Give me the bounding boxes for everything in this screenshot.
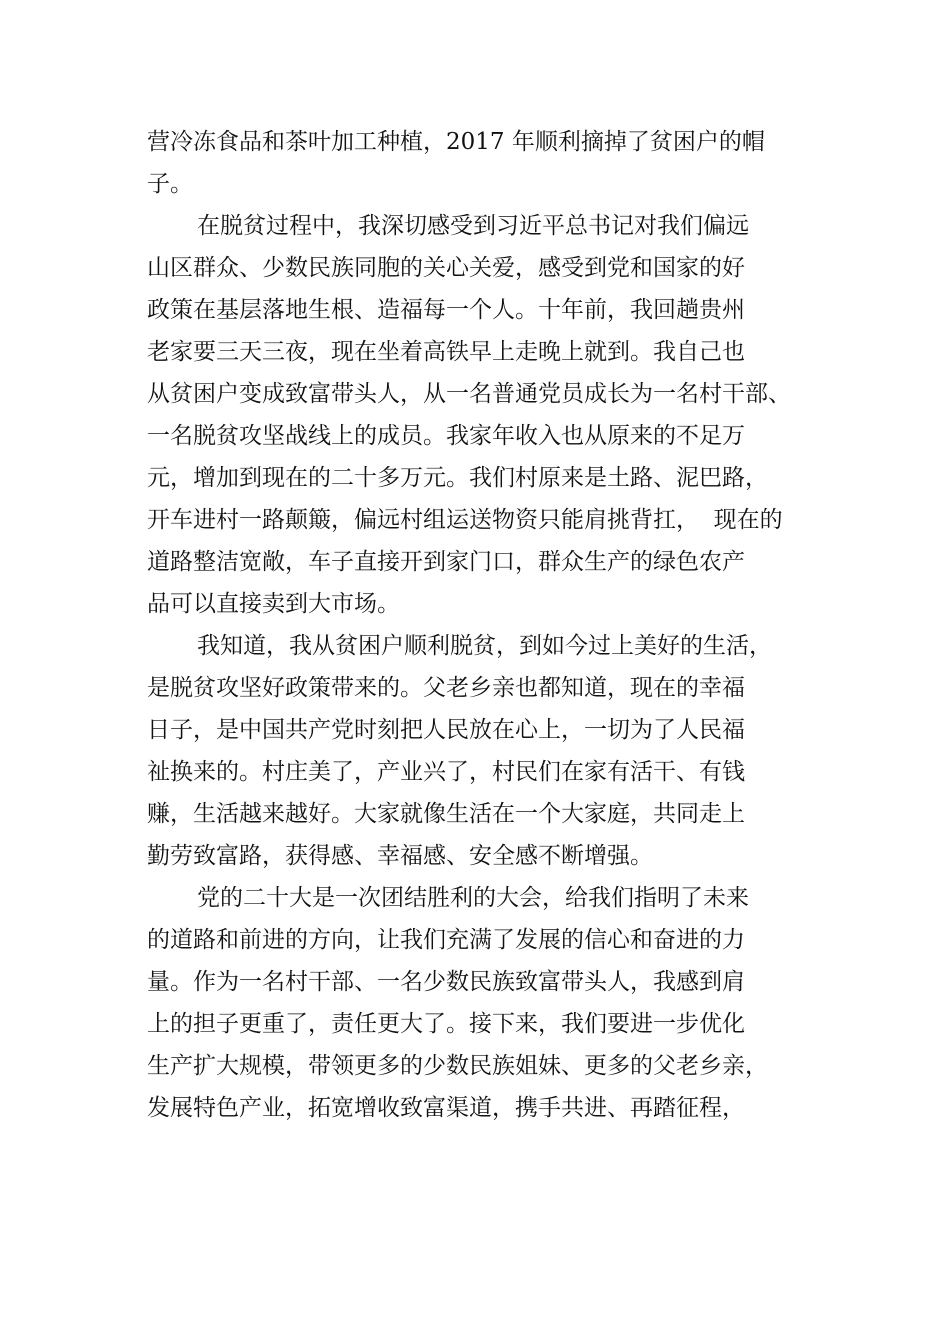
text-line: 开车进村一路颠簸，偏远村组运送物资只能肩挑背扛， 现在的 — [147, 507, 783, 533]
text-line: 上的担子更重了，责任更大了。接下来，我们要进一步优化 — [147, 1011, 745, 1037]
text-line: 子。 — [147, 171, 193, 197]
text-line: 祉换来的。村庄美了，产业兴了，村民们在家有活干、有钱 — [147, 759, 745, 785]
text-line: 量。作为一名村干部、一名少数民族致富带头人，我感到肩 — [147, 969, 745, 995]
text-line: 是脱贫攻坚好政策带来的。父老乡亲也都知道，现在的幸福 — [147, 675, 745, 701]
text-line: 勤劳致富路，获得感、幸福感、安全感不断增强。 — [147, 843, 653, 869]
text-line: 生产扩大规模，带领更多的少数民族姐妹、更多的父老乡亲， — [147, 1053, 768, 1079]
text-line: 道路整洁宽敞，车子直接开到家门口，群众生产的绿色农产 — [147, 549, 745, 575]
text-line: 元，增加到现在的二十多万元。我们村原来是土路、泥巴路， — [147, 465, 768, 491]
paragraph-first-line: 我知道，我从贫困户顺利脱贫，到如今过上美好的生活， — [197, 633, 772, 659]
paragraph-first-line: 党的二十大是一次团结胜利的大会，给我们指明了未来 — [197, 885, 749, 911]
text-line: 老家要三天三夜，现在坐着高铁早上走晚上就到。我自己也 — [147, 339, 745, 365]
text-line: 山区群众、少数民族同胞的关心关爱，感受到党和国家的好 — [147, 255, 745, 281]
text-line: 政策在基层落地生根、造福每一个人。十年前，我回趟贵州 — [147, 297, 745, 323]
text-line: 一名脱贫攻坚战线上的成员。我家年收入也从原来的不足万 — [147, 423, 745, 449]
text-line: 日子，是中国共产党时刻把人民放在心上，一切为了人民福 — [147, 717, 745, 743]
paragraph-first-line: 在脱贫过程中，我深切感受到习近平总书记对我们偏远 — [197, 213, 749, 239]
text-line: 发展特色产业，拓宽增收致富渠道，携手共进、再踏征程， — [147, 1095, 745, 1121]
text-line: 品可以直接卖到大市场。 — [147, 591, 400, 617]
text-line: 从贫困户变成致富带头人，从一名普通党员成长为一名村干部、 — [147, 381, 791, 407]
text-line: 赚，生活越来越好。大家就像生活在一个大家庭，共同走上 — [147, 801, 745, 827]
text-line: 的道路和前进的方向，让我们充满了发展的信心和奋进的力 — [147, 927, 745, 953]
text-line: 营冷冻食品和茶叶加工种植，2017 年顺利摘掉了贫困户的帽 — [147, 129, 765, 155]
